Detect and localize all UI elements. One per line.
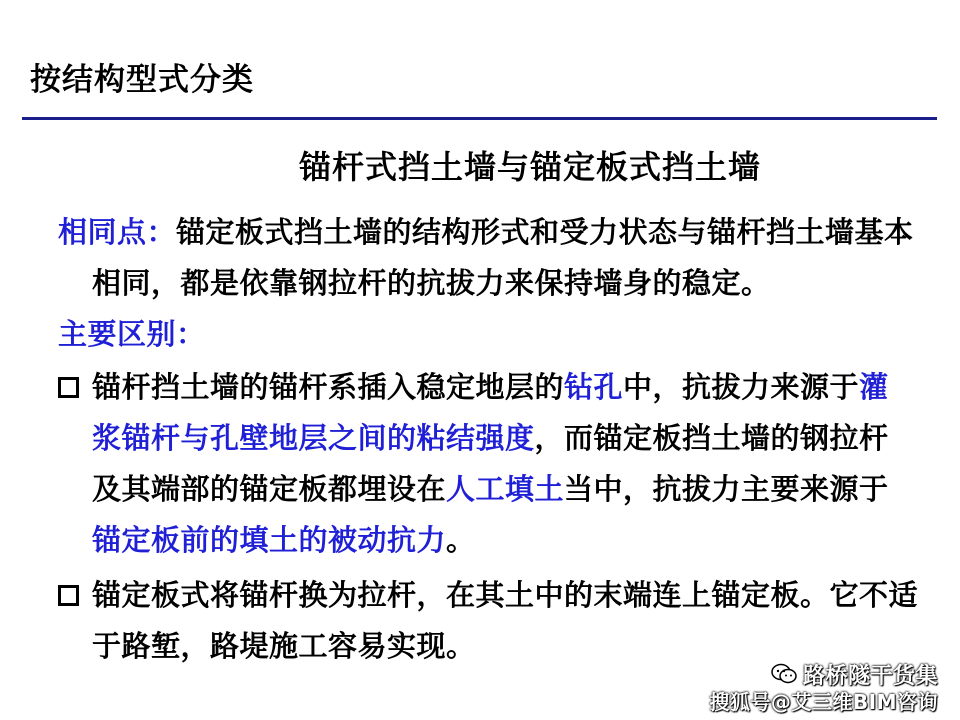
square-bullet-icon: [58, 585, 79, 606]
bullet1-text-5: 。: [446, 523, 476, 557]
similarities-text: 锚定板式挡土墙的结构形式和受力状态与锚杆挡土墙基本相同，都是依靠钢拉杆的抗拔力来保持墙身的稳定。: [92, 215, 914, 300]
bullet1-text-1: 锚杆挡土墙的锚杆系插入稳定地层的: [92, 370, 565, 404]
bullet1-text-2: 中，抗拔力来源于: [623, 370, 860, 404]
bullet1-text-3: ，而锚定板挡土墙的钢拉杆及其端部的锚定板都埋设在: [92, 421, 889, 506]
bullet-item-1: [58, 362, 918, 566]
differences-label: 主要区别：: [58, 317, 206, 351]
similarities-paragraph: [58, 207, 918, 309]
slide-title: 按结构型式分类: [30, 62, 254, 98]
differences-heading: [58, 309, 918, 360]
similarities-block: [58, 207, 918, 360]
bullet-item-2: [58, 570, 918, 672]
bullet-list: [58, 362, 918, 672]
square-bullet-icon: [58, 377, 79, 398]
bullet1-highlight-passive-resistance: 锚定板前的填土的被动抗力: [92, 523, 447, 557]
watermark-source: 搜狐号@艾三维BIM咨询: [709, 690, 938, 714]
slide-subtitle: 锚杆式挡土墙与锚定板式挡土墙: [298, 148, 761, 186]
watermark-line1: 路桥隧干货集: [802, 664, 938, 689]
bullet1-highlight-fill: 人工填土: [446, 472, 565, 506]
similarities-label: 相同点：: [58, 215, 177, 249]
bullet1-text-4: 当中，抗拔力主要来源于: [564, 472, 889, 506]
bullet1-highlight-borehole: 钻孔: [564, 370, 624, 404]
bullet2-text: 锚定板式将锚杆换为拉杆，在其土中的末端连上锚定板。它不适于路堑，路堤施工容易实现。: [92, 578, 919, 663]
bullet1-highlight-bond-strength: 灌浆锚杆与孔壁地层之间的粘结强度: [92, 370, 889, 455]
title-divider: [22, 117, 937, 120]
